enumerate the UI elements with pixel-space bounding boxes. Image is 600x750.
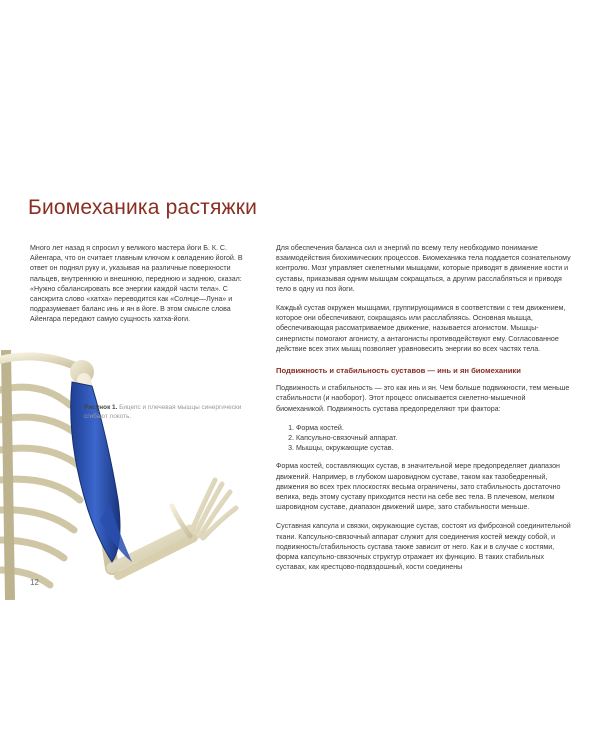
page-number: 12	[30, 578, 39, 587]
right-column	[276, 243, 574, 581]
paragraph-capsule: Суставная капсула и связки, окружающие сустав, состоят из фиброзной соединительной ткани. Капсульно-связочный аппарат служит для соединения костей между собой, и подвижность/стабильность сустава также зависит от него. Как и в случае с костями, форма капсульно-связочных структур отражает их функцию. В таких стабильных суставах, как крестцово-подвздошный, кости соединены	[276, 522, 571, 572]
paragraph-bones: Форма костей, составляющих сустав, в значительной мере предопределяет диапазон движений. Например, в глубоком шаровидном суставе, таком как тазобедренный, движения во всех трех плоскостях весьма ограничены, зато стабильность достаточно велика, ведь этому суставу приходится нести на себе вес тела. В плечевом, мелком шаровидном суставе, диапазон движений шире, зато стабильности меньше.	[276, 462, 561, 512]
paragraph-mobility: Подвижность и стабильность — это как инь и ян. Чем больше подвижности, тем меньше стабильности (и наоборот). Этот процесс описывается скелетно-мышечной биомеханикой. Подвижность сустава предопределяют три фактора:	[276, 384, 570, 413]
factors-list	[276, 423, 574, 454]
paragraph-balance: Для обеспечения баланса сил и энергий по всему телу необходимо понимание взаимодействия биохимических процессов. Биомеханика тела поддается сознательному контролю. Мозг управляет скелетными мышцами, которые приводят в движение кости и суставы, приказывая одним мышцам сокращаться, а другим расслабляться и приводя тело в одну из поз йоги.	[276, 244, 571, 293]
list-item: 1. Форма костей.	[296, 423, 574, 433]
section-subheading: Подвижность и стабильность суставов — инь и ян биомеханики	[276, 366, 521, 376]
paragraph-muscles: Каждый сустав окружен мышцами, группирующимися в соответствии с тем движением, которое они обеспечивают, сокращаясь или расслабляясь. Основная мышца, обеспечивающая рассматриваемое движение, называется агонистом. Мышцы-синергисты помогают агонисту, а антагонисты противодействуют ему. Согласованное действие всех этих мышц позволяет уравновесить энергии во всех частях тела.	[276, 304, 566, 353]
list-item: 3. Мышцы, окружающие сустав.	[296, 443, 574, 453]
caption-text: Бицепс и плечевая мышцы синергически сгибают локоть.	[84, 404, 242, 420]
skeleton-arm-illustration	[0, 330, 300, 600]
intro-paragraph: Много лет назад я спросил у великого мастера йоги Б. К. С. Айенгара, что он считает главным ключом к овладению йогой. В ответ он поднял руку и, указывая на различные поверхности пальцев, внутреннюю и внешнюю, переднюю и заднюю, сказал: «Нужно сбалансировать все энергии каждой части тела». С санскрита слово «хатха» переводится как «Солнце—Луна» и подразумевает баланс инь и ян в йоге. В этом смысле слова Айенгара передают самую сущность хатха-йоги.	[30, 244, 243, 324]
caption-label: Рисунок 1.	[84, 404, 118, 411]
figure-caption	[84, 404, 244, 421]
chapter-title: Биомеханика растяжки	[28, 196, 258, 219]
list-item: 2. Капсульно-связочный аппарат.	[296, 433, 574, 443]
